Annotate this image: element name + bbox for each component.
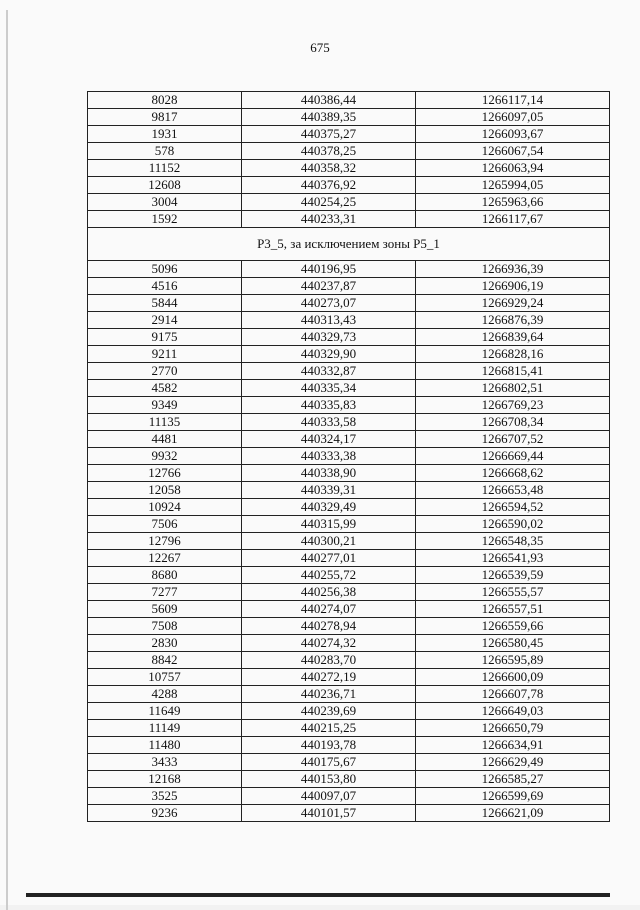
table-row: [88, 805, 610, 822]
table-row: [88, 143, 610, 160]
point-number: 12168: [88, 771, 242, 788]
point-number: 8842: [88, 652, 242, 669]
point-number: 3004: [88, 194, 242, 211]
table-row: [88, 516, 610, 533]
coord-x: 440097,07: [242, 788, 416, 805]
coord-y: 1266629,49: [416, 754, 610, 771]
table-row: [88, 448, 610, 465]
coord-x: 440283,70: [242, 652, 416, 669]
coord-x: 440333,58: [242, 414, 416, 431]
section-row: [88, 228, 610, 261]
table-row: [88, 431, 610, 448]
table-row: [88, 737, 610, 754]
coord-y: 1266067,54: [416, 143, 610, 160]
coord-y: 1266876,39: [416, 312, 610, 329]
coord-x: 440272,19: [242, 669, 416, 686]
coord-x: 440300,21: [242, 533, 416, 550]
coord-y: 1266936,39: [416, 261, 610, 278]
point-number: 12796: [88, 533, 242, 550]
coord-x: 440333,38: [242, 448, 416, 465]
page-number: 675: [310, 40, 330, 55]
point-number: 1931: [88, 126, 242, 143]
coord-y: 1265994,05: [416, 177, 610, 194]
coord-y: 1266585,27: [416, 771, 610, 788]
table-row: [88, 160, 610, 177]
point-number: 9349: [88, 397, 242, 414]
table-row: [88, 669, 610, 686]
table-row: [88, 533, 610, 550]
point-number: 8028: [88, 92, 242, 109]
point-number: 12058: [88, 482, 242, 499]
coord-y: 1266650,79: [416, 720, 610, 737]
point-number: 7277: [88, 584, 242, 601]
point-number: 4481: [88, 431, 242, 448]
point-number: 3433: [88, 754, 242, 771]
coord-x: 440329,90: [242, 346, 416, 363]
coord-y: 1266590,02: [416, 516, 610, 533]
table-row: [88, 278, 610, 295]
coord-x: 440324,17: [242, 431, 416, 448]
coord-y: 1266539,59: [416, 567, 610, 584]
point-number: 11135: [88, 414, 242, 431]
coord-x: 440196,95: [242, 261, 416, 278]
table-row: [88, 211, 610, 228]
scan-edge: [6, 10, 8, 910]
coord-y: 1266802,51: [416, 380, 610, 397]
table-row: [88, 788, 610, 805]
coord-y: 1266548,35: [416, 533, 610, 550]
coord-x: 440273,07: [242, 295, 416, 312]
point-number: 3525: [88, 788, 242, 805]
coord-x: 440277,01: [242, 550, 416, 567]
point-number: 9932: [88, 448, 242, 465]
coord-y: 1266580,45: [416, 635, 610, 652]
coord-y: 1266649,03: [416, 703, 610, 720]
coord-y: 1266600,09: [416, 669, 610, 686]
coord-x: 440278,94: [242, 618, 416, 635]
coord-y: 1266117,67: [416, 211, 610, 228]
point-number: 2770: [88, 363, 242, 380]
point-number: 10924: [88, 499, 242, 516]
point-number: 12766: [88, 465, 242, 482]
coord-y: 1266906,19: [416, 278, 610, 295]
coord-x: 440239,69: [242, 703, 416, 720]
table-row: [88, 635, 610, 652]
coord-y: 1266097,05: [416, 109, 610, 126]
coord-x: 440313,43: [242, 312, 416, 329]
table-row: [88, 499, 610, 516]
coord-y: 1266594,52: [416, 499, 610, 516]
point-number: 9211: [88, 346, 242, 363]
coord-y: 1266669,44: [416, 448, 610, 465]
coord-x: 440193,78: [242, 737, 416, 754]
coord-y: 1266621,09: [416, 805, 610, 822]
table-row: [88, 550, 610, 567]
coord-x: 440375,27: [242, 126, 416, 143]
coord-y: 1266063,94: [416, 160, 610, 177]
table-row: [88, 584, 610, 601]
coord-y: 1266707,52: [416, 431, 610, 448]
coord-x: 440329,49: [242, 499, 416, 516]
point-number: 11149: [88, 720, 242, 737]
coord-x: 440389,35: [242, 109, 416, 126]
section-title: Р3_5, за исключением зоны Р5_1: [88, 228, 610, 261]
coord-x: 440255,72: [242, 567, 416, 584]
point-number: 7508: [88, 618, 242, 635]
coord-y: 1266634,91: [416, 737, 610, 754]
table-row: [88, 686, 610, 703]
point-number: 12267: [88, 550, 242, 567]
table-row: [88, 754, 610, 771]
point-number: 1592: [88, 211, 242, 228]
table-row: [88, 194, 610, 211]
coord-x: 440256,38: [242, 584, 416, 601]
coordinates-table: [87, 91, 610, 822]
coord-x: 440378,25: [242, 143, 416, 160]
table-row: [88, 295, 610, 312]
coord-y: 1266828,16: [416, 346, 610, 363]
coord-y: 1266117,14: [416, 92, 610, 109]
coord-y: 1266815,41: [416, 363, 610, 380]
point-number: 11152: [88, 160, 242, 177]
table-row: [88, 771, 610, 788]
coord-x: 440358,32: [242, 160, 416, 177]
table-body-bottom: [88, 261, 610, 822]
point-number: 11480: [88, 737, 242, 754]
coord-x: 440339,31: [242, 482, 416, 499]
coord-x: 440236,71: [242, 686, 416, 703]
table-row: [88, 363, 610, 380]
table-row: [88, 109, 610, 126]
coord-x: 440376,92: [242, 177, 416, 194]
point-number: 5096: [88, 261, 242, 278]
coord-y: 1266668,62: [416, 465, 610, 482]
table-row: [88, 312, 610, 329]
coord-y: 1266769,23: [416, 397, 610, 414]
coord-x: 440215,25: [242, 720, 416, 737]
table-row: [88, 261, 610, 278]
coord-x: 440101,57: [242, 805, 416, 822]
coord-x: 440175,67: [242, 754, 416, 771]
coord-x: 440332,87: [242, 363, 416, 380]
coord-x: 440338,90: [242, 465, 416, 482]
coord-x: 440153,80: [242, 771, 416, 788]
point-number: 2830: [88, 635, 242, 652]
table-row: [88, 397, 610, 414]
point-number: 4288: [88, 686, 242, 703]
point-number: 7506: [88, 516, 242, 533]
coord-y: 1266599,69: [416, 788, 610, 805]
coord-y: 1266093,67: [416, 126, 610, 143]
point-number: 9175: [88, 329, 242, 346]
table-row: [88, 567, 610, 584]
coord-x: 440335,34: [242, 380, 416, 397]
point-number: 5844: [88, 295, 242, 312]
table-body-top: [88, 92, 610, 228]
coord-x: 440315,99: [242, 516, 416, 533]
coord-y: 1266555,57: [416, 584, 610, 601]
table-row: [88, 126, 610, 143]
coord-x: 440274,07: [242, 601, 416, 618]
coord-x: 440237,87: [242, 278, 416, 295]
table-row: [88, 652, 610, 669]
coord-y: 1266929,24: [416, 295, 610, 312]
point-number: 9817: [88, 109, 242, 126]
coord-y: 1265963,66: [416, 194, 610, 211]
table-row: [88, 346, 610, 363]
table-row: [88, 380, 610, 397]
point-number: 2914: [88, 312, 242, 329]
table-row: [88, 601, 610, 618]
coord-x: 440329,73: [242, 329, 416, 346]
table-row: [88, 703, 610, 720]
table-row: [88, 414, 610, 431]
coord-x: 440335,83: [242, 397, 416, 414]
coord-x: 440254,25: [242, 194, 416, 211]
table-row: [88, 177, 610, 194]
coord-y: 1266653,48: [416, 482, 610, 499]
point-number: 8680: [88, 567, 242, 584]
coord-y: 1266607,78: [416, 686, 610, 703]
coord-y: 1266541,93: [416, 550, 610, 567]
coord-y: 1266557,51: [416, 601, 610, 618]
point-number: 10757: [88, 669, 242, 686]
table-row: [88, 92, 610, 109]
coord-y: 1266595,89: [416, 652, 610, 669]
coord-y: 1266708,34: [416, 414, 610, 431]
point-number: 578: [88, 143, 242, 160]
point-number: 12608: [88, 177, 242, 194]
coord-y: 1266559,66: [416, 618, 610, 635]
point-number: 9236: [88, 805, 242, 822]
table-row: [88, 618, 610, 635]
coord-x: 440386,44: [242, 92, 416, 109]
point-number: 5609: [88, 601, 242, 618]
bottom-rule: [26, 893, 610, 897]
point-number: 4516: [88, 278, 242, 295]
point-number: 11649: [88, 703, 242, 720]
table-row: [88, 720, 610, 737]
table-row: [88, 329, 610, 346]
table-row: [88, 465, 610, 482]
coord-y: 1266839,64: [416, 329, 610, 346]
table-row: [88, 482, 610, 499]
coord-x: 440274,32: [242, 635, 416, 652]
coord-x: 440233,31: [242, 211, 416, 228]
point-number: 4582: [88, 380, 242, 397]
section-header-body: [88, 228, 610, 261]
